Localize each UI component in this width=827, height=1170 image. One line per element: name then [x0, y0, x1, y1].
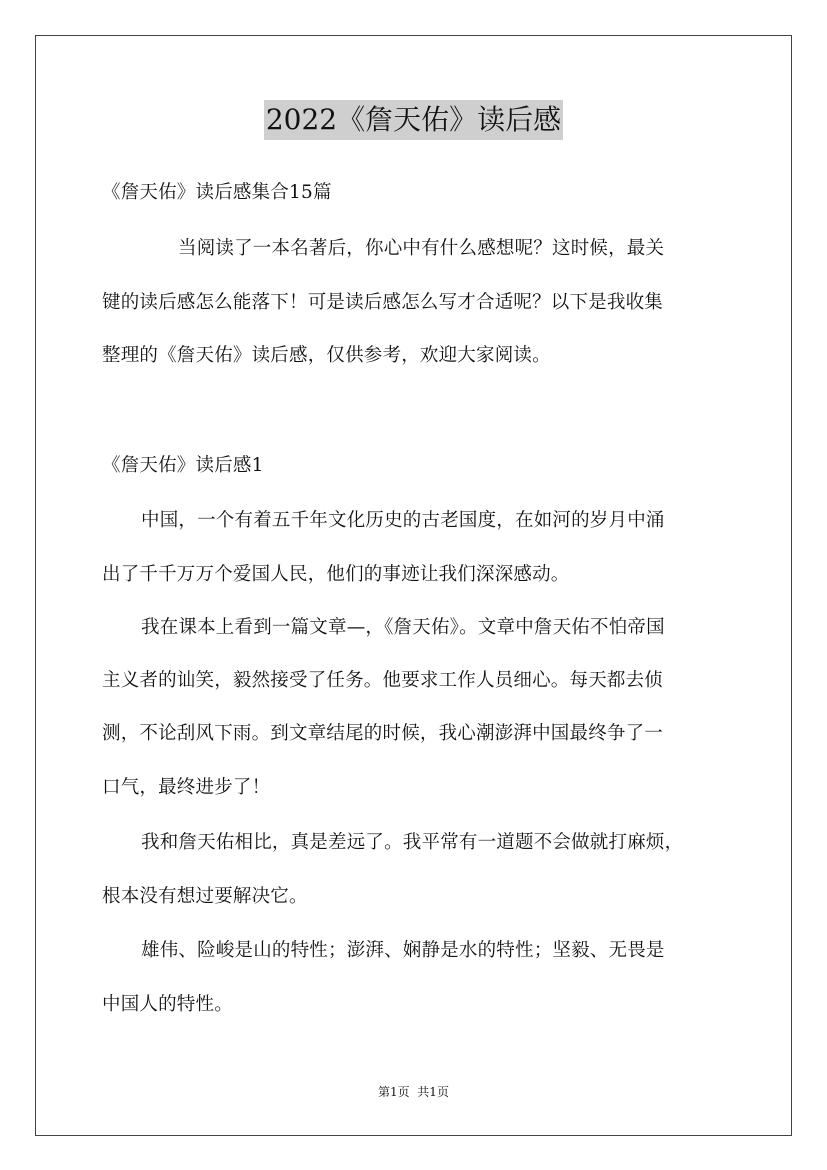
- intro-line: 当阅读了一本名著后，你心中有什么感想呢？这时候，最关: [178, 238, 665, 259]
- section-heading: 《詹天佑》读后感1: [102, 455, 264, 476]
- document-title: 2022《詹天佑》读后感: [264, 100, 563, 140]
- page-number: 第1页 共1页: [378, 1085, 449, 1099]
- title-container: [0, 100, 827, 140]
- body-line: 根本没有想过要解决它。: [102, 886, 308, 907]
- body-line: 主义者的讪笑，毅然接受了任务。他要求工作人员细心。每天都去侦: [102, 670, 664, 691]
- body-line: 中国人的特性。: [102, 994, 233, 1015]
- document-subtitle: 《詹天佑》读后感集合15篇: [102, 182, 332, 203]
- body-line: 我在课本上看到一篇文章—，《詹天佑》。文章中詹天佑不怕帝国: [141, 617, 665, 638]
- body-line: 雄伟、险峻是山的特性；澎湃、娴静是水的特性；坚毅、无畏是: [141, 940, 665, 961]
- body-line: 我和詹天佑相比，真是差远了。我平常有一道题不会做就打麻烦，: [141, 832, 684, 853]
- intro-line: 整理的《詹天佑》读后感，仅供参考，欢迎大家阅读。: [102, 345, 551, 366]
- intro-line: 键的读后感怎么能落下！可是读后感怎么写才合适呢？以下是我收集: [102, 292, 664, 313]
- body-line: 口气，最终进步了！: [102, 777, 271, 798]
- body-line: 测，不论刮风下雨。到文章结尾的时候，我心潮澎湃中国最终争了一: [102, 723, 664, 744]
- body-line: 中国，一个有着五千年文化历史的古老国度，在如河的岁月中涌: [141, 510, 665, 531]
- body-line: 出了千千万万个爱国人民，他们的事迹让我们深深感动。: [102, 564, 570, 585]
